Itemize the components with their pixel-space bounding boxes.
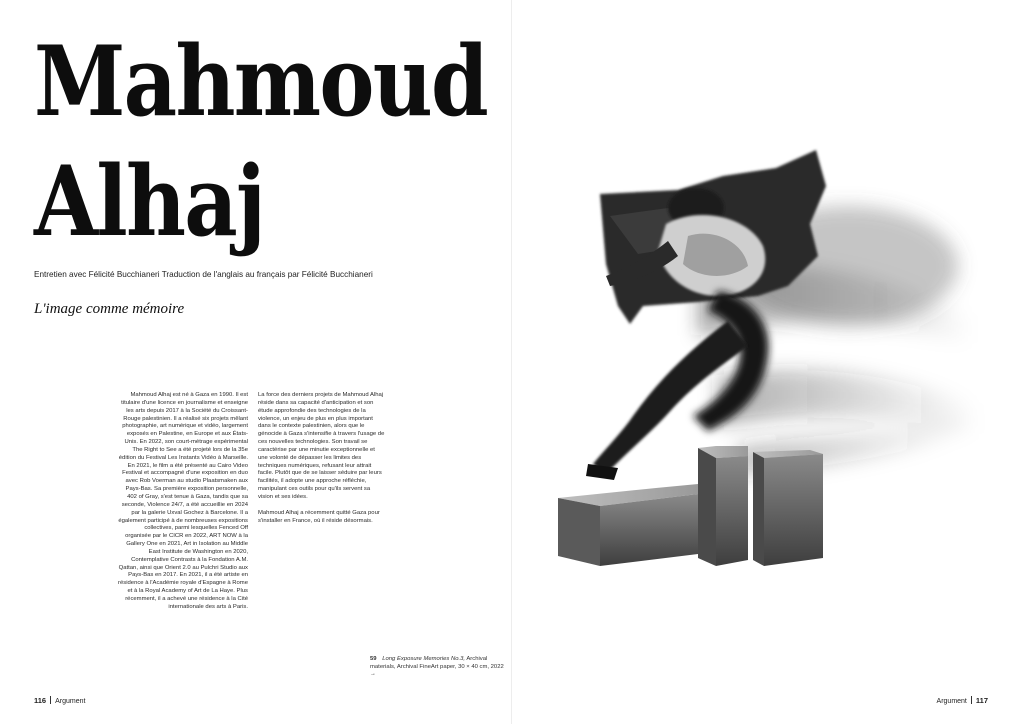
page-title-line-2: Alhaj — [34, 145, 265, 258]
caption-details: Archival materials, Archival FineArt paper, 30 × 40 cm, 2022 → — [370, 656, 504, 678]
body-paragraph: La force des derniers projets de Mahmoud Alhaj réside dans sa capacité d'anticipation et son étude approfondie des technologies de la violence, un enjeu de plus en plus important dans le contexte palestinien, alors que le génocide à Gaza s'intensifie à travers l'usage de ces nouvelles technologies. Son travail se caractérise par une minutie exceptionnelle et une volonté de dépasser les limites des techniques numériques, refusant leur attrait facile. Plutôt que de se laisser séduire par leurs facilités, il adopte une approche réfléchie, manipulant ces outils pour qu'ils servent sa vision et ses idées. — [258, 392, 385, 500]
running-head-right: Argument — [936, 698, 967, 705]
body-column-left — [117, 392, 248, 612]
artwork-image — [548, 146, 988, 576]
section-heading: L'image comme mémoire — [34, 301, 185, 317]
running-head-left: Argument — [55, 698, 86, 705]
page-number-right: 117 — [975, 696, 988, 705]
body-column-right — [258, 392, 386, 525]
folio-right — [937, 696, 988, 705]
artwork-caption — [370, 656, 510, 679]
caption-number: 59 — [370, 656, 377, 662]
page-title-line-1: Mahmoud — [34, 25, 488, 138]
folio-separator — [971, 696, 972, 704]
folio-left — [34, 696, 85, 705]
caption-title: Long Exposure Memories No.3, — [382, 656, 466, 662]
body-paragraph: Mahmoud Alhaj a récemment quitté Gaza pour s'installer en France, où il réside désormais. — [258, 509, 380, 524]
page-gutter — [511, 0, 512, 724]
body-paragraph: Mahmoud Alhaj est né à Gaza en 1990. Il est titulaire d'une licence en journalisme et enseigne les arts depuis 2017 à la Société du Croissant-Rouge palestinien. Il a réalisé six projets mêlant photographie, art numérique et vidéo, largement exposés en Palestine, en Europe et aux États-Unis. En 2022, son court-métrage expérimental The Right to See a été projeté lors de la 35e édition du Festival Les Instants Vidéo à Marseille. En 2021, le film a été présenté au Cairo Video Festival et accompagné d'une exposition en duo avec Rob Voerman au studio Plaatsmaken aux Pays-Bas. Sa première exposition personnelle, 402 of Gray, s'est tenue à Gaza, tandis que sa seconde, Violence 24/7, a été accueillie en 2024 par la galerie Uxval Gochez à Barcelone. Il a également participé à de nombreuses expositions collectives, parmi lesquelles Fenced Off organisée par le CICR en 2022, ART NOW à la Gallery One en 2021, Art in Isolation au Middle East Institute de Washington en 2020, Contemplative Contrasts à la Fondation A.M. Qattan, ainsi que Orient 2.0 au Pulchri Studio aux Pays-Bas en 2017. En 2021, il a été artiste en résidence à l'Académie royale d'Espagne à Rome et à la Royal Academy of Art de La Haye. Plus récemment, il a achevé une résidence à la Cité internationale des arts à Paris. — [118, 392, 248, 610]
page-number-left: 116 — [34, 696, 47, 705]
folio-separator — [50, 696, 51, 704]
interview-credits: Entretien avec Félicité Bucchianeri Traduction de l'anglais au français par Félicité Bucchianeri — [34, 270, 373, 279]
